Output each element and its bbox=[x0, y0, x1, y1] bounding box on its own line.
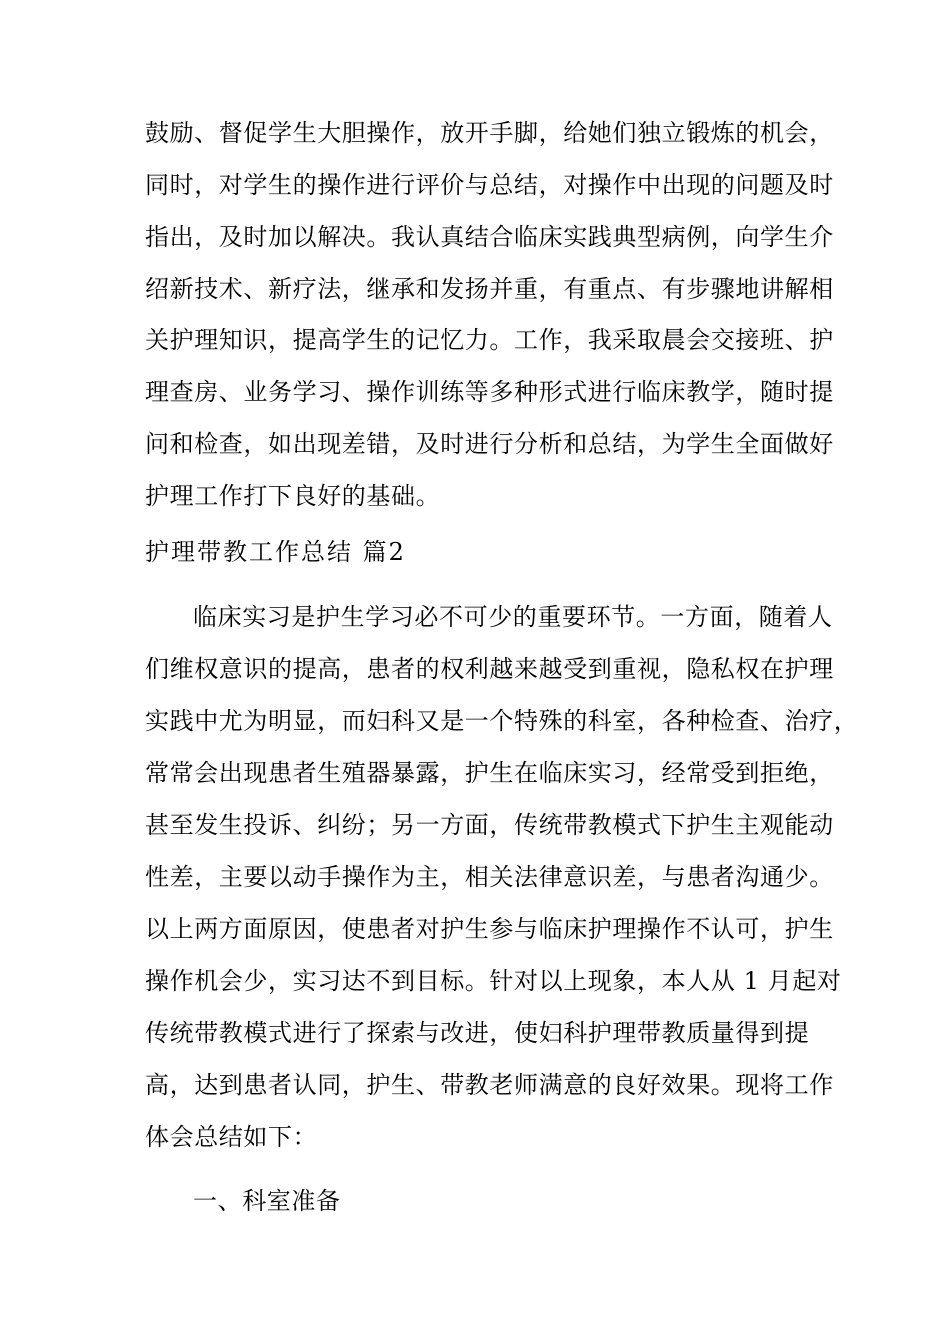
para1-line: 问和检查，如出现差错，及时进行分析和总结，为学生全面做好 bbox=[145, 430, 834, 458]
para1-line: 同时，对学生的操作进行评价与总结，对操作中出现的问题及时 bbox=[145, 171, 834, 199]
para2-line: 操作机会少，实习达不到目标。针对以上现象，本人从 1 月起对 bbox=[145, 967, 842, 995]
para1-line: 鼓励、督促学生大胆操作，放开手脚，给她们独立锻炼的机会， bbox=[145, 119, 834, 147]
para2-line: 甚至发生投诉、纠纷；另一方面，传统带教模式下护生主观能动 bbox=[145, 811, 834, 839]
para2-line: 临床实习是护生学习必不可少的重要环节。一方面，随着人 bbox=[193, 603, 833, 631]
para2-line: 们维权意识的提高，患者的权利越来越受到重视，隐私权在护理 bbox=[145, 655, 834, 683]
para1-line: 绍新技术、新疗法，继承和发扬并重，有重点、有步骤地讲解相 bbox=[145, 275, 834, 303]
para2-line: 性差，主要以动手操作为主，相关法律意识差，与患者沟通少。 bbox=[145, 863, 834, 891]
para1-line: 理查房、业务学习、操作训练等多种形式进行临床教学，随时提 bbox=[145, 378, 834, 406]
para2-line: 高，达到患者认同，护生、带教老师满意的良好效果。现将工作 bbox=[145, 1071, 834, 1099]
para2-line: 体会总结如下： bbox=[145, 1123, 318, 1151]
para2-line: 以上两方面原因，使患者对护生参与临床护理操作不认可，护生 bbox=[145, 915, 834, 943]
para2-line: 常常会出现患者生殖器暴露，护生在临床实习，经常受到拒绝， bbox=[145, 759, 834, 787]
para1-line: 指出，及时加以解决。我认真结合临床实践典型病例，向学生介 bbox=[145, 223, 834, 251]
para1-line: 关护理知识，提高学生的记忆力。工作，我采取晨会交接班、护 bbox=[145, 326, 834, 354]
para2-line: 实践中尤为明显，而妇科又是一个特殊的科室，各种检查、治疗， bbox=[145, 707, 859, 735]
para1-line: 护理工作打下良好的基础。 bbox=[145, 482, 441, 510]
para2-line: 传统带教模式进行了探索与改进，使妇科护理带教质量得到提 bbox=[145, 1019, 810, 1047]
section-heading: 护理带教工作总结 篇2 bbox=[145, 538, 406, 566]
subsection-title: 一、科室准备 bbox=[193, 1187, 341, 1215]
